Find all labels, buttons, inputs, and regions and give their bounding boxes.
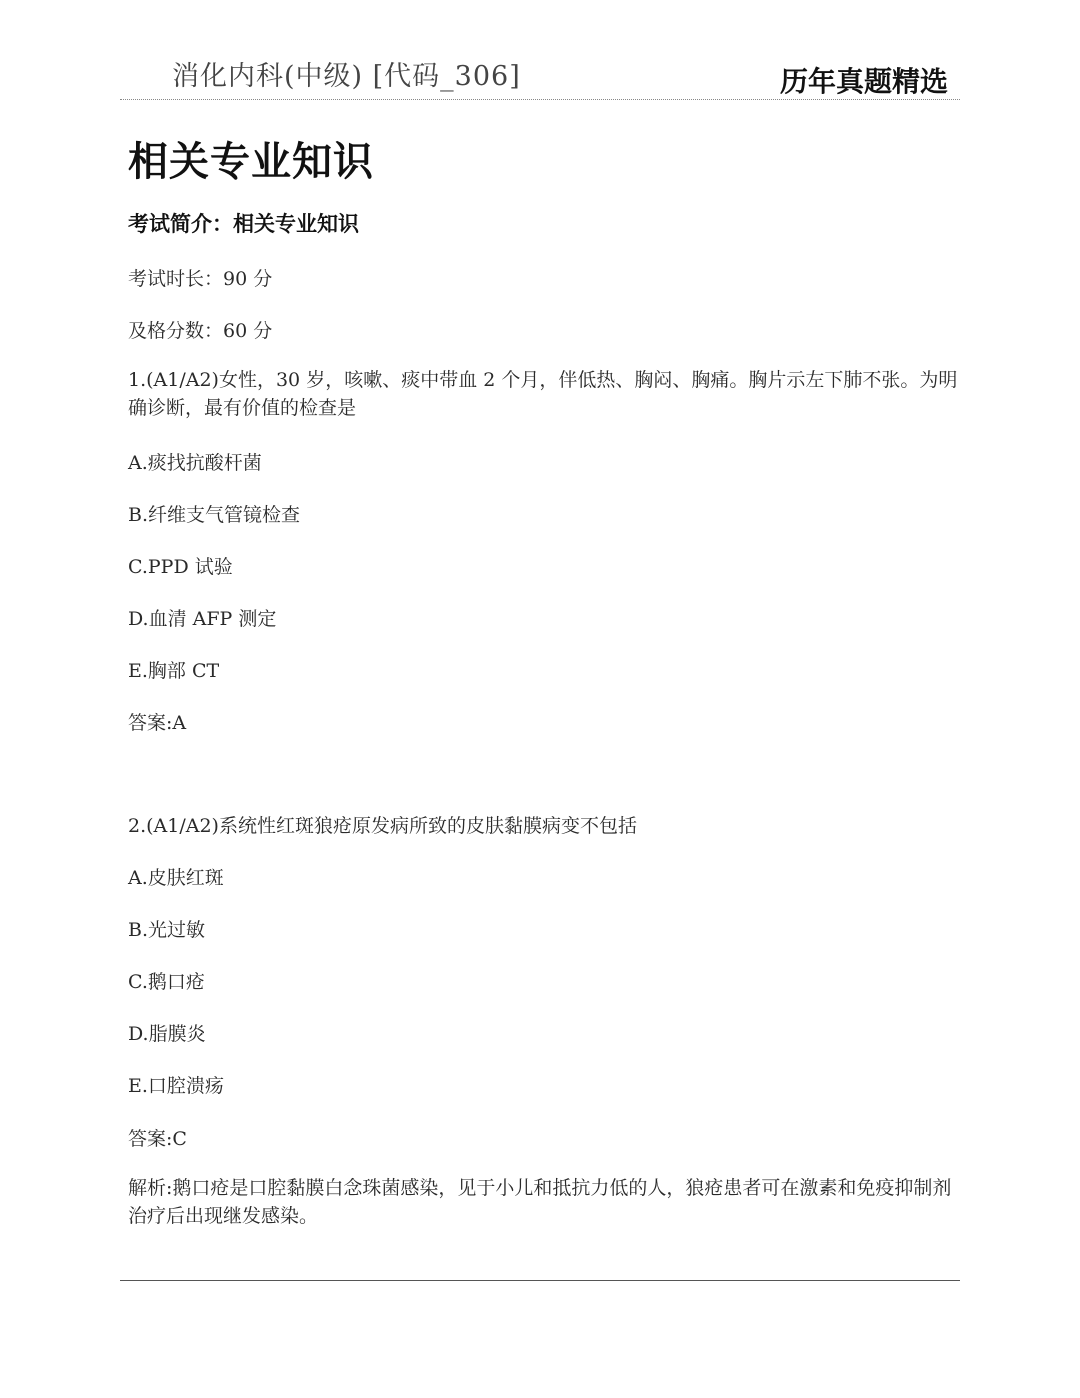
question-1-option-c: C.PPD 试验 bbox=[128, 556, 233, 578]
exam-duration: 考试时长：90 分 bbox=[128, 268, 273, 290]
question-2-option-b: B.光过敏 bbox=[128, 919, 206, 941]
header-subject: 消化内科(中级) [代码_306] bbox=[172, 61, 521, 92]
question-2-option-e: E.口腔溃疡 bbox=[128, 1075, 224, 1097]
page-header bbox=[120, 40, 960, 100]
footer-divider bbox=[120, 1280, 960, 1281]
question-1-answer: 答案:A bbox=[128, 712, 187, 734]
question-2-option-a: A.皮肤红斑 bbox=[128, 867, 224, 889]
header-tag: 历年真题精选 bbox=[779, 65, 948, 98]
exam-passing-score: 及格分数：60 分 bbox=[128, 320, 273, 342]
question-1-option-b: B.纤维支气管镜检查 bbox=[128, 504, 301, 526]
question-2-explanation: 解析:鹅口疮是口腔黏膜白念珠菌感染，见于小儿和抵抗力低的人，狼疮患者可在激素和免疫抑制剂治疗后出现继发感染。 bbox=[128, 1177, 952, 1227]
question-2-answer: 答案:C bbox=[128, 1128, 187, 1150]
exam-intro: 考试简介：相关专业知识 bbox=[128, 212, 359, 236]
question-1-option-e: E.胸部 CT bbox=[128, 660, 220, 682]
header-divider bbox=[120, 99, 960, 100]
question-1-stem: 1.(A1/A2)女性，30 岁，咳嗽、痰中带血 2 个月，伴低热、胸闷、胸痛。胸片示左下肺不张。为明确诊断，最有价值的检查是 bbox=[128, 369, 958, 419]
question-2-option-c: C.鹅口疮 bbox=[128, 971, 205, 993]
question-1-option-d: D.血清 AFP 测定 bbox=[128, 608, 277, 630]
question-2-stem: 2.(A1/A2)系统性红斑狼疮原发病所致的皮肤黏膜病变不包括 bbox=[128, 815, 637, 837]
question-2-option-d: D.脂膜炎 bbox=[128, 1023, 206, 1045]
question-1-option-a: A.痰找抗酸杆菌 bbox=[128, 452, 262, 474]
page-title: 相关专业知识 bbox=[128, 139, 374, 185]
